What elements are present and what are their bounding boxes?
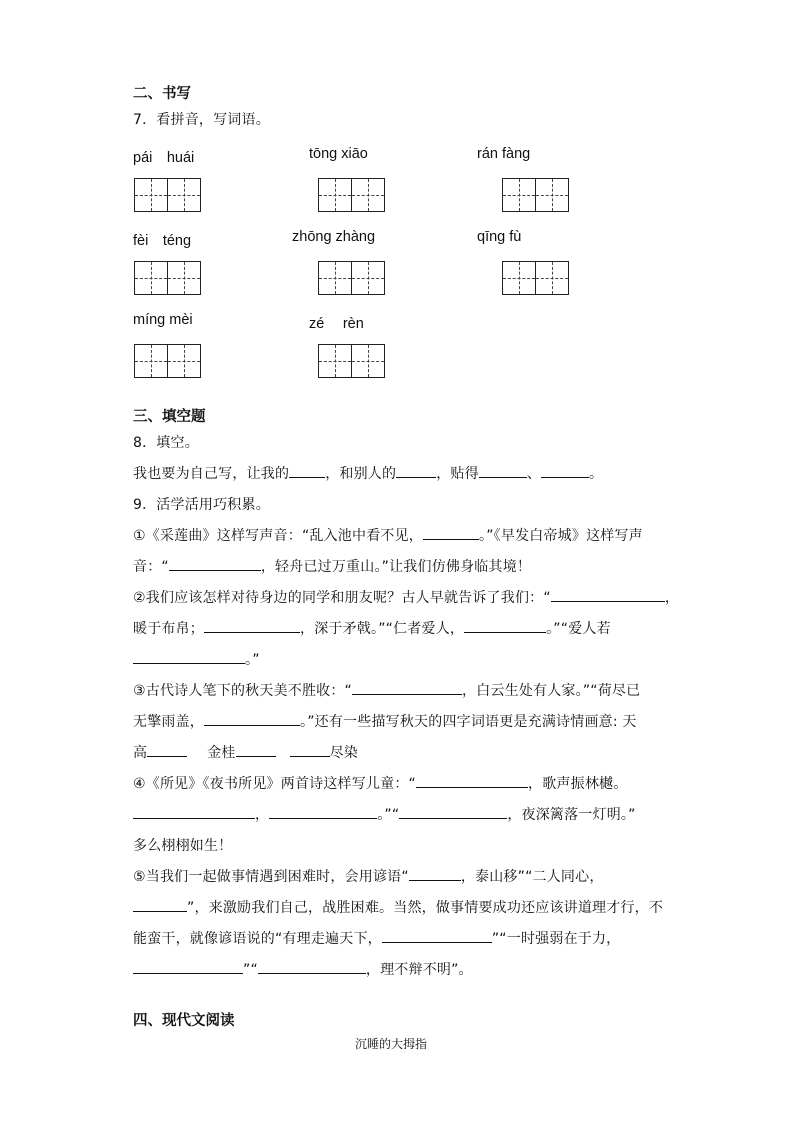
pinyin-label: qīng fù [477,229,522,245]
q9-part3-line2: 无擎雨盖， 。”还有一些描写秋天的四字词语更是充满诗情画意: 天 [133,711,637,731]
pinyin-label: zhōng zhàng [292,229,376,245]
answer-blank[interactable] [423,525,479,540]
section-heading-fill-in: 三、填空题 [133,409,206,425]
answer-blank[interactable] [352,680,462,695]
q9-part4-line2: ， 。”“ ，夜深篱落一灯明。” [133,804,636,824]
q9-part2-line1: ②我们应该怎样对待身边的同学和朋友呢？古人早就告诉了我们：“ ， [133,587,679,607]
answer-blank[interactable] [133,897,187,912]
answer-blank[interactable] [289,463,325,478]
writing-grid[interactable] [318,261,383,295]
q9-part5-line4: ”“ ，理不辩不明”。 [133,959,473,979]
answer-blank[interactable] [133,804,255,819]
answer-blank[interactable] [133,959,243,974]
q9-part2-line3: 。” [133,649,260,669]
q9-part2-line2: 暖于布帛； ，深于矛戟。”“仁者爱人， 。”“爱人若 [133,618,611,638]
q9-part1-line2: 音：“ ，轻舟已过万重山。”让我们仿佛身临其境！ [133,556,531,576]
answer-blank[interactable] [204,618,300,633]
answer-blank[interactable] [464,618,546,633]
q9-part1-line1: ①《采莲曲》这样写声音：“乱入池中看不见， 。”《早发白帝城》这样写声 [133,525,643,545]
writing-grid[interactable] [502,261,567,295]
answer-blank[interactable] [416,773,528,788]
q9-part5-line3: 能蛮干，就像谚语说的“有理走遍天下， ”“一时强弱在于力， [133,928,620,948]
answer-blank[interactable] [382,928,492,943]
q9-part3-line3: 高 金桂 尽染 [133,742,358,762]
answer-blank[interactable] [269,804,377,819]
q9-part5-line1: ⑤当我们一起做事情遇到困难时，会用谚语“ ，泰山移”“二人同心， [133,866,604,886]
answer-blank[interactable] [290,742,330,757]
writing-grid[interactable] [134,261,199,295]
q9-part3-line1: ③古代诗人笔下的秋天美不胜收：“ ，白云生处有人家。”“荷尽已 [133,680,640,700]
pinyin-label: zé rèn [309,316,364,332]
answer-blank[interactable] [236,742,276,757]
question-9-prompt: 9．活学活用巧积累。 [133,497,270,513]
writing-grid[interactable] [318,178,383,212]
answer-blank[interactable] [133,649,245,664]
answer-blank[interactable] [479,463,527,478]
pinyin-label: fèi téng [133,233,192,249]
answer-blank[interactable] [399,804,507,819]
q9-part5-line2: ”，来激励我们自己，战胜困难。当然，做事情要成功还应该讲道理才行，不 [133,897,663,917]
pinyin-label: míng mèi [133,312,193,328]
article-title: 沉睡的大拇指 [355,1037,428,1051]
pinyin-label: pái huái [133,150,195,166]
writing-grid[interactable] [134,344,199,378]
question-8-line: 我也要为自己写，让我的 ，和别人的 ，贴得 、 。 [133,463,603,483]
answer-blank[interactable] [258,959,366,974]
answer-blank[interactable] [396,463,436,478]
q9-part4-line1: ④《所见》《夜书所见》两首诗这样写儿童：“ ，歌声振林樾。 [133,773,627,793]
writing-grid[interactable] [502,178,567,212]
answer-blank[interactable] [169,556,261,571]
section-heading-writing: 二、书写 [133,86,191,102]
answer-blank[interactable] [541,463,589,478]
answer-blank[interactable] [204,711,300,726]
q9-part4-line3: 多么栩栩如生！ [133,838,233,854]
pinyin-label: rán fàng [477,146,531,162]
section-heading-reading: 四、现代文阅读 [133,1013,235,1029]
answer-blank[interactable] [147,742,187,757]
answer-blank[interactable] [409,866,461,881]
question-7-prompt: 7．看拼音，写词语。 [133,112,270,128]
question-8-prompt: 8．填空。 [133,435,199,451]
writing-grid[interactable] [318,344,383,378]
answer-blank[interactable] [551,587,665,602]
writing-grid[interactable] [134,178,199,212]
pinyin-label: tōng xiāo [309,146,368,162]
